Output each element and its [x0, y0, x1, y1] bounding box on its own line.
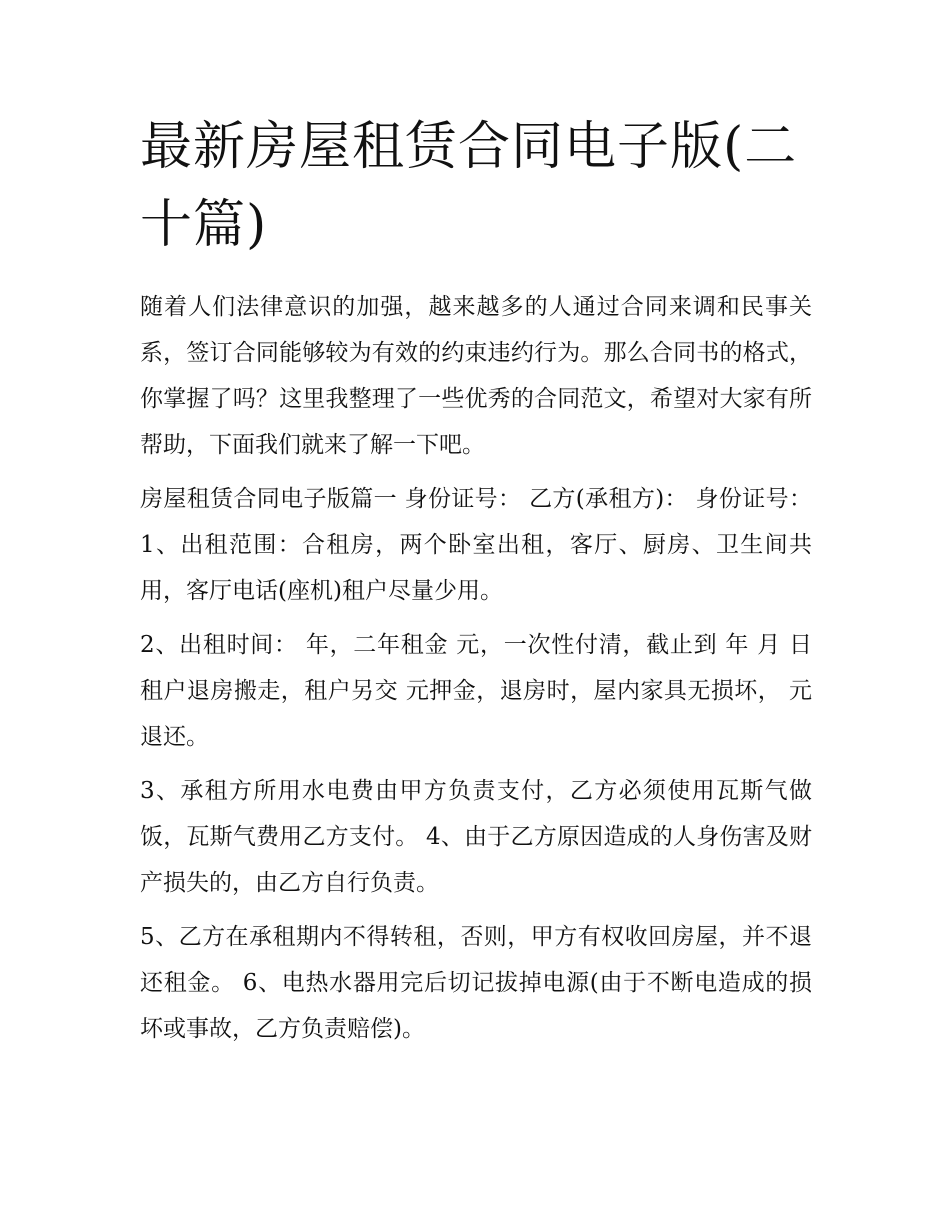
contract-paragraph-3: 3、承租方所用水电费由甲方负责支付，乙方必须使用瓦斯气做饭，瓦斯气费用乙方支付。 4、由于乙方原因造成的人身伤害及财产损失的，由乙方自行负责。 [140, 778, 812, 896]
contract-paragraph-2: 2、出租时间： 年，二年租金 元，一次性付清，截止到 年 月 日租户退房搬走，租户另交 元押金，退房时，屋内家具无损坏， 元退还。 [140, 632, 812, 750]
contract-paragraph-4: 5、乙方在承租期内不得转租，否则，甲方有权收回房屋，并不退还租金。 6、电热水器用完后切记拔掉电源(由于不断电造成的损坏或事故，乙方负责赔偿)。 [140, 924, 812, 1042]
contract-paragraph-1: 房屋租赁合同电子版篇一 身份证号： 乙方(承租方)： 身份证号： 1、出租范围：合租房，两个卧室出租，客厅、厨房、卫生间共用，客厅电话(座机)租户尽量少用。 [140, 486, 812, 604]
document-title: 最新房屋租赁合同电子版(二十篇) [140, 117, 798, 255]
intro-paragraph: 随着人们法律意识的加强，越来越多的人通过合同来调和民事关系，签订合同能够较为有效的约束违约行为。那么合同书的格式，你掌握了吗？这里我整理了一些优秀的合同范文，希望对大家有所帮助，下面我们就来了解一下吧。 [140, 294, 812, 458]
document-page [140, 108, 812, 1060]
